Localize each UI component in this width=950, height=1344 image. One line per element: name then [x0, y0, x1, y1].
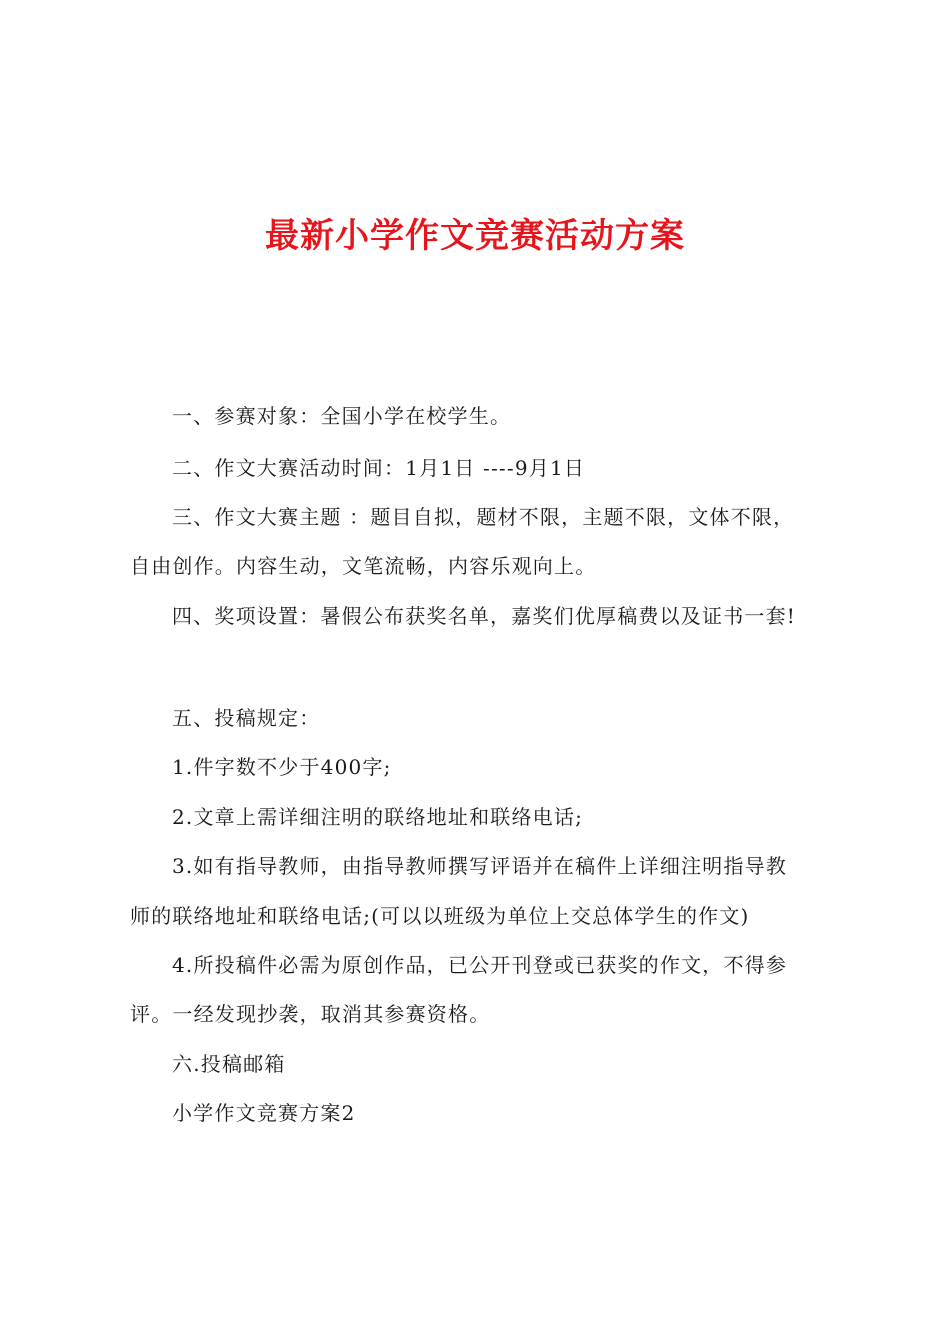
next-section-title: 小学作文竞赛方案2	[172, 1101, 356, 1125]
rule-item-3-line2: 师的联络地址和联络电话;(可以以班级为单位上交总体学生的作文)	[130, 904, 750, 928]
paragraph-awards: 四、奖项设置：暑假公布获奖名单，嘉奖们优厚稿费以及证书一套!	[172, 604, 797, 628]
rule-item-4-line2: 评。一经发现抄袭，取消其参赛资格。	[130, 1002, 491, 1026]
paragraph-theme-line1: 三、作文大赛主题 ：题目自拟，题材不限，主题不限，文体不限，	[172, 505, 795, 529]
rule-item-4-line1: 4.所投稿件必需为原创作品，已公开刊登或已获奖的作文，不得参	[172, 953, 788, 977]
section-heading-email: 六.投稿邮箱	[172, 1052, 286, 1076]
section-heading-submission: 五、投稿规定：	[172, 706, 321, 730]
rule-item-1: 1.件字数不少于400字;	[172, 755, 392, 779]
paragraph-theme-line2: 自由创作。内容生动，文笔流畅，内容乐观向上。	[130, 554, 597, 578]
rule-item-2: 2.文章上需详细注明的联络地址和联络电话;	[172, 805, 584, 829]
paragraph-time: 二、作文大赛活动时间：1月1日 ----9月1日	[172, 456, 586, 480]
document-title: 最新小学作文竞赛活动方案	[265, 216, 685, 256]
paragraph-participants: 一、参赛对象：全国小学在校学生。	[172, 404, 512, 428]
rule-item-3-line1: 3.如有指导教师，由指导教师撰写评语并在稿件上详细注明指导教	[172, 854, 788, 878]
